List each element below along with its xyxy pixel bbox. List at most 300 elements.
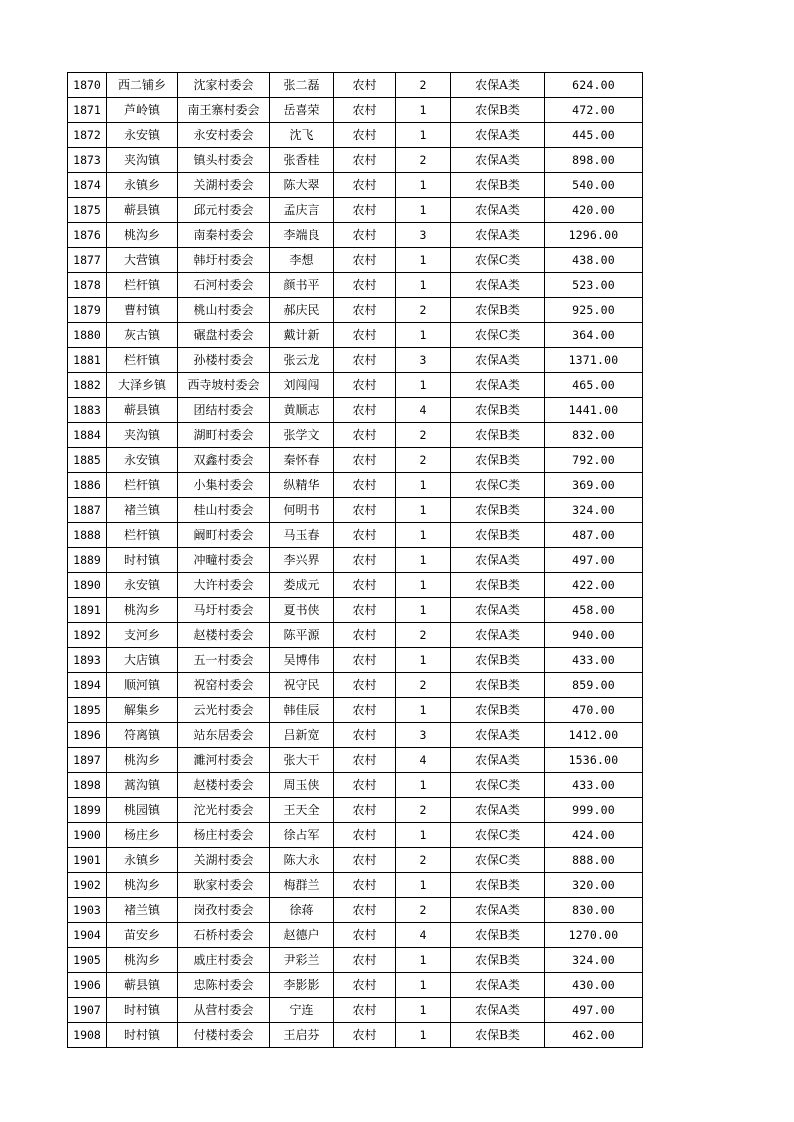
township-cell: 支河乡 bbox=[107, 623, 178, 648]
row-number-cell: 1891 bbox=[68, 598, 107, 623]
insurance-category-cell: 农保B类 bbox=[451, 398, 545, 423]
person-name-cell: 岳喜荣 bbox=[270, 98, 334, 123]
household-size-cell: 1 bbox=[396, 973, 451, 998]
township-cell: 栏杆镇 bbox=[107, 273, 178, 298]
household-type-cell: 农村 bbox=[334, 573, 396, 598]
village-committee-cell: 岗孜村委会 bbox=[178, 898, 270, 923]
household-type-cell: 农村 bbox=[334, 723, 396, 748]
insurance-category-cell: 农保A类 bbox=[451, 973, 545, 998]
table-row bbox=[68, 1023, 643, 1048]
insurance-category-cell: 农保C类 bbox=[451, 473, 545, 498]
township-cell: 蕲县镇 bbox=[107, 973, 178, 998]
household-type-cell: 农村 bbox=[334, 998, 396, 1023]
person-name-cell: 马玉春 bbox=[270, 523, 334, 548]
person-name-cell: 赵德户 bbox=[270, 923, 334, 948]
row-number-cell: 1901 bbox=[68, 848, 107, 873]
household-type-cell: 农村 bbox=[334, 223, 396, 248]
person-name-cell: 陈平源 bbox=[270, 623, 334, 648]
household-size-cell: 1 bbox=[396, 573, 451, 598]
village-committee-cell: 忠陈村委会 bbox=[178, 973, 270, 998]
township-cell: 褚兰镇 bbox=[107, 498, 178, 523]
household-type-cell: 农村 bbox=[334, 848, 396, 873]
township-cell: 时村镇 bbox=[107, 998, 178, 1023]
village-committee-cell: 沱光村委会 bbox=[178, 798, 270, 823]
household-type-cell: 农村 bbox=[334, 248, 396, 273]
village-committee-cell: 湖町村委会 bbox=[178, 423, 270, 448]
insurance-category-cell: 农保B类 bbox=[451, 98, 545, 123]
township-cell: 桃沟乡 bbox=[107, 948, 178, 973]
household-type-cell: 农村 bbox=[334, 898, 396, 923]
insurance-category-cell: 农保B类 bbox=[451, 173, 545, 198]
household-size-cell: 1 bbox=[396, 473, 451, 498]
insurance-category-cell: 农保B类 bbox=[451, 448, 545, 473]
person-name-cell: 刘闯闯 bbox=[270, 373, 334, 398]
amount-cell: 472.00 bbox=[545, 98, 643, 123]
village-committee-cell: 大许村委会 bbox=[178, 573, 270, 598]
village-committee-cell: 碾盘村委会 bbox=[178, 323, 270, 348]
table-row bbox=[68, 823, 643, 848]
household-size-cell: 2 bbox=[396, 448, 451, 473]
household-size-cell: 4 bbox=[396, 748, 451, 773]
row-number-cell: 1873 bbox=[68, 148, 107, 173]
village-committee-cell: 马圩村委会 bbox=[178, 598, 270, 623]
insurance-category-cell: 农保A类 bbox=[451, 598, 545, 623]
household-type-cell: 农村 bbox=[334, 798, 396, 823]
household-type-cell: 农村 bbox=[334, 1023, 396, 1048]
row-number-cell: 1872 bbox=[68, 123, 107, 148]
township-cell: 桃沟乡 bbox=[107, 873, 178, 898]
person-name-cell: 宁连 bbox=[270, 998, 334, 1023]
table-row bbox=[68, 298, 643, 323]
table-row bbox=[68, 573, 643, 598]
person-name-cell: 祝守民 bbox=[270, 673, 334, 698]
household-type-cell: 农村 bbox=[334, 948, 396, 973]
village-committee-cell: 冲疃村委会 bbox=[178, 548, 270, 573]
household-type-cell: 农村 bbox=[334, 423, 396, 448]
village-committee-cell: 赵楼村委会 bbox=[178, 623, 270, 648]
amount-cell: 465.00 bbox=[545, 373, 643, 398]
table-row bbox=[68, 123, 643, 148]
household-type-cell: 农村 bbox=[334, 173, 396, 198]
person-name-cell: 夏书侠 bbox=[270, 598, 334, 623]
row-number-cell: 1887 bbox=[68, 498, 107, 523]
household-size-cell: 1 bbox=[396, 998, 451, 1023]
table-row bbox=[68, 523, 643, 548]
table-row bbox=[68, 998, 643, 1023]
row-number-cell: 1883 bbox=[68, 398, 107, 423]
table-row bbox=[68, 198, 643, 223]
row-number-cell: 1906 bbox=[68, 973, 107, 998]
household-size-cell: 2 bbox=[396, 848, 451, 873]
township-cell: 大店镇 bbox=[107, 648, 178, 673]
table-row bbox=[68, 848, 643, 873]
row-number-cell: 1904 bbox=[68, 923, 107, 948]
household-size-cell: 1 bbox=[396, 323, 451, 348]
township-cell: 大营镇 bbox=[107, 248, 178, 273]
amount-cell: 1371.00 bbox=[545, 348, 643, 373]
household-type-cell: 农村 bbox=[334, 673, 396, 698]
row-number-cell: 1905 bbox=[68, 948, 107, 973]
amount-cell: 792.00 bbox=[545, 448, 643, 473]
village-committee-cell: 关湖村委会 bbox=[178, 173, 270, 198]
table-row bbox=[68, 723, 643, 748]
township-cell: 永安镇 bbox=[107, 448, 178, 473]
amount-cell: 324.00 bbox=[545, 498, 643, 523]
amount-cell: 940.00 bbox=[545, 623, 643, 648]
amount-cell: 999.00 bbox=[545, 798, 643, 823]
amount-cell: 445.00 bbox=[545, 123, 643, 148]
village-committee-cell: 耿家村委会 bbox=[178, 873, 270, 898]
row-number-cell: 1876 bbox=[68, 223, 107, 248]
household-type-cell: 农村 bbox=[334, 973, 396, 998]
village-committee-cell: 站东居委会 bbox=[178, 723, 270, 748]
person-name-cell: 李兴界 bbox=[270, 548, 334, 573]
row-number-cell: 1908 bbox=[68, 1023, 107, 1048]
row-number-cell: 1884 bbox=[68, 423, 107, 448]
household-size-cell: 1 bbox=[396, 173, 451, 198]
row-number-cell: 1898 bbox=[68, 773, 107, 798]
table-row bbox=[68, 323, 643, 348]
township-cell: 桃沟乡 bbox=[107, 223, 178, 248]
household-size-cell: 2 bbox=[396, 423, 451, 448]
amount-cell: 497.00 bbox=[545, 998, 643, 1023]
table-row bbox=[68, 623, 643, 648]
household-type-cell: 农村 bbox=[334, 323, 396, 348]
amount-cell: 438.00 bbox=[545, 248, 643, 273]
village-committee-cell: 小集村委会 bbox=[178, 473, 270, 498]
row-number-cell: 1885 bbox=[68, 448, 107, 473]
table-row bbox=[68, 398, 643, 423]
amount-cell: 430.00 bbox=[545, 973, 643, 998]
township-cell: 时村镇 bbox=[107, 548, 178, 573]
amount-cell: 888.00 bbox=[545, 848, 643, 873]
household-size-cell: 1 bbox=[396, 523, 451, 548]
table-row bbox=[68, 248, 643, 273]
row-number-cell: 1871 bbox=[68, 98, 107, 123]
row-number-cell: 1902 bbox=[68, 873, 107, 898]
amount-cell: 1296.00 bbox=[545, 223, 643, 248]
household-type-cell: 农村 bbox=[334, 123, 396, 148]
person-name-cell: 秦怀春 bbox=[270, 448, 334, 473]
township-cell: 大泽乡镇 bbox=[107, 373, 178, 398]
township-cell: 灰古镇 bbox=[107, 323, 178, 348]
row-number-cell: 1880 bbox=[68, 323, 107, 348]
household-size-cell: 1 bbox=[396, 773, 451, 798]
household-size-cell: 1 bbox=[396, 648, 451, 673]
household-size-cell: 1 bbox=[396, 273, 451, 298]
household-type-cell: 农村 bbox=[334, 698, 396, 723]
village-committee-cell: 阚町村委会 bbox=[178, 523, 270, 548]
person-name-cell: 沈飞 bbox=[270, 123, 334, 148]
row-number-cell: 1890 bbox=[68, 573, 107, 598]
village-committee-cell: 云光村委会 bbox=[178, 698, 270, 723]
insurance-category-cell: 农保A类 bbox=[451, 148, 545, 173]
insurance-category-cell: 农保B类 bbox=[451, 673, 545, 698]
township-cell: 栏杆镇 bbox=[107, 523, 178, 548]
person-name-cell: 黄顺志 bbox=[270, 398, 334, 423]
person-name-cell: 陈大翠 bbox=[270, 173, 334, 198]
row-number-cell: 1888 bbox=[68, 523, 107, 548]
township-cell: 苗安乡 bbox=[107, 923, 178, 948]
insurance-category-cell: 农保B类 bbox=[451, 948, 545, 973]
amount-cell: 540.00 bbox=[545, 173, 643, 198]
township-cell: 杨庄乡 bbox=[107, 823, 178, 848]
amount-cell: 624.00 bbox=[545, 73, 643, 98]
amount-cell: 324.00 bbox=[545, 948, 643, 973]
household-size-cell: 1 bbox=[396, 498, 451, 523]
village-committee-cell: 石河村委会 bbox=[178, 273, 270, 298]
household-size-cell: 3 bbox=[396, 223, 451, 248]
amount-cell: 369.00 bbox=[545, 473, 643, 498]
table-row bbox=[68, 498, 643, 523]
amount-cell: 1270.00 bbox=[545, 923, 643, 948]
insurance-category-cell: 农保A类 bbox=[451, 623, 545, 648]
village-committee-cell: 祝窑村委会 bbox=[178, 673, 270, 698]
table-row bbox=[68, 223, 643, 248]
township-cell: 夹沟镇 bbox=[107, 423, 178, 448]
insurance-category-cell: 农保C类 bbox=[451, 823, 545, 848]
amount-cell: 433.00 bbox=[545, 648, 643, 673]
household-type-cell: 农村 bbox=[334, 873, 396, 898]
household-size-cell: 1 bbox=[396, 948, 451, 973]
insurance-category-cell: 农保A类 bbox=[451, 123, 545, 148]
insurance-category-cell: 农保A类 bbox=[451, 723, 545, 748]
township-cell: 桃沟乡 bbox=[107, 598, 178, 623]
village-committee-cell: 南王寨村委会 bbox=[178, 98, 270, 123]
household-size-cell: 1 bbox=[396, 1023, 451, 1048]
village-committee-cell: 桂山村委会 bbox=[178, 498, 270, 523]
household-type-cell: 农村 bbox=[334, 598, 396, 623]
township-cell: 栏杆镇 bbox=[107, 348, 178, 373]
township-cell: 西二铺乡 bbox=[107, 73, 178, 98]
row-number-cell: 1897 bbox=[68, 748, 107, 773]
household-size-cell: 2 bbox=[396, 673, 451, 698]
household-type-cell: 农村 bbox=[334, 823, 396, 848]
table-row bbox=[68, 73, 643, 98]
insurance-category-cell: 农保C类 bbox=[451, 848, 545, 873]
person-name-cell: 张学文 bbox=[270, 423, 334, 448]
amount-cell: 497.00 bbox=[545, 548, 643, 573]
insurance-category-cell: 农保B类 bbox=[451, 573, 545, 598]
row-number-cell: 1907 bbox=[68, 998, 107, 1023]
household-type-cell: 农村 bbox=[334, 198, 396, 223]
amount-cell: 1412.00 bbox=[545, 723, 643, 748]
township-cell: 永镇乡 bbox=[107, 848, 178, 873]
person-name-cell: 戴计新 bbox=[270, 323, 334, 348]
village-committee-cell: 西寺坡村委会 bbox=[178, 373, 270, 398]
household-type-cell: 农村 bbox=[334, 498, 396, 523]
person-name-cell: 韩佳辰 bbox=[270, 698, 334, 723]
amount-cell: 830.00 bbox=[545, 898, 643, 923]
household-type-cell: 农村 bbox=[334, 923, 396, 948]
amount-cell: 458.00 bbox=[545, 598, 643, 623]
table-row bbox=[68, 348, 643, 373]
table-row bbox=[68, 273, 643, 298]
table-row bbox=[68, 448, 643, 473]
insurance-category-cell: 农保A类 bbox=[451, 898, 545, 923]
household-size-cell: 1 bbox=[396, 823, 451, 848]
household-size-cell: 1 bbox=[396, 873, 451, 898]
table-row bbox=[68, 798, 643, 823]
household-type-cell: 农村 bbox=[334, 623, 396, 648]
township-cell: 蕲县镇 bbox=[107, 198, 178, 223]
household-type-cell: 农村 bbox=[334, 273, 396, 298]
table-row bbox=[68, 648, 643, 673]
amount-cell: 462.00 bbox=[545, 1023, 643, 1048]
table-row bbox=[68, 373, 643, 398]
amount-cell: 1441.00 bbox=[545, 398, 643, 423]
insurance-category-cell: 农保A类 bbox=[451, 373, 545, 398]
table-row bbox=[68, 898, 643, 923]
insurance-category-cell: 农保A类 bbox=[451, 348, 545, 373]
amount-cell: 320.00 bbox=[545, 873, 643, 898]
person-name-cell: 李想 bbox=[270, 248, 334, 273]
person-name-cell: 张二磊 bbox=[270, 73, 334, 98]
household-type-cell: 农村 bbox=[334, 773, 396, 798]
table-row bbox=[68, 923, 643, 948]
household-type-cell: 农村 bbox=[334, 148, 396, 173]
row-number-cell: 1881 bbox=[68, 348, 107, 373]
row-number-cell: 1893 bbox=[68, 648, 107, 673]
village-committee-cell: 五一村委会 bbox=[178, 648, 270, 673]
person-name-cell: 吕新宽 bbox=[270, 723, 334, 748]
household-type-cell: 农村 bbox=[334, 98, 396, 123]
township-cell: 桃沟乡 bbox=[107, 748, 178, 773]
village-committee-cell: 韩圩村委会 bbox=[178, 248, 270, 273]
person-name-cell: 何明书 bbox=[270, 498, 334, 523]
person-name-cell: 张云龙 bbox=[270, 348, 334, 373]
amount-cell: 925.00 bbox=[545, 298, 643, 323]
table-row bbox=[68, 698, 643, 723]
household-size-cell: 1 bbox=[396, 198, 451, 223]
village-committee-cell: 邱元村委会 bbox=[178, 198, 270, 223]
household-size-cell: 2 bbox=[396, 298, 451, 323]
row-number-cell: 1879 bbox=[68, 298, 107, 323]
household-size-cell: 2 bbox=[396, 73, 451, 98]
amount-cell: 433.00 bbox=[545, 773, 643, 798]
row-number-cell: 1899 bbox=[68, 798, 107, 823]
person-name-cell: 李端良 bbox=[270, 223, 334, 248]
person-name-cell: 郝庆民 bbox=[270, 298, 334, 323]
table-row bbox=[68, 148, 643, 173]
household-type-cell: 农村 bbox=[334, 348, 396, 373]
amount-cell: 364.00 bbox=[545, 323, 643, 348]
amount-cell: 898.00 bbox=[545, 148, 643, 173]
household-size-cell: 3 bbox=[396, 348, 451, 373]
village-committee-cell: 赵楼村委会 bbox=[178, 773, 270, 798]
township-cell: 栏杆镇 bbox=[107, 473, 178, 498]
amount-cell: 832.00 bbox=[545, 423, 643, 448]
row-number-cell: 1886 bbox=[68, 473, 107, 498]
household-type-cell: 农村 bbox=[334, 373, 396, 398]
township-cell: 蕲县镇 bbox=[107, 398, 178, 423]
insurance-category-cell: 农保A类 bbox=[451, 73, 545, 98]
table-row bbox=[68, 598, 643, 623]
insurance-category-cell: 农保C类 bbox=[451, 248, 545, 273]
row-number-cell: 1882 bbox=[68, 373, 107, 398]
household-size-cell: 2 bbox=[396, 148, 451, 173]
insurance-category-cell: 农保B类 bbox=[451, 1023, 545, 1048]
table-row bbox=[68, 673, 643, 698]
row-number-cell: 1903 bbox=[68, 898, 107, 923]
insurance-category-cell: 农保B类 bbox=[451, 498, 545, 523]
insurance-category-cell: 农保A类 bbox=[451, 198, 545, 223]
insurance-category-cell: 农保A类 bbox=[451, 223, 545, 248]
household-type-cell: 农村 bbox=[334, 648, 396, 673]
person-name-cell: 颜书平 bbox=[270, 273, 334, 298]
person-name-cell: 李影影 bbox=[270, 973, 334, 998]
insurance-category-cell: 农保A类 bbox=[451, 748, 545, 773]
row-number-cell: 1900 bbox=[68, 823, 107, 848]
township-cell: 夹沟镇 bbox=[107, 148, 178, 173]
township-cell: 曹村镇 bbox=[107, 298, 178, 323]
row-number-cell: 1895 bbox=[68, 698, 107, 723]
person-name-cell: 王天全 bbox=[270, 798, 334, 823]
village-committee-cell: 濉河村委会 bbox=[178, 748, 270, 773]
township-cell: 芦岭镇 bbox=[107, 98, 178, 123]
amount-cell: 422.00 bbox=[545, 573, 643, 598]
village-committee-cell: 永安村委会 bbox=[178, 123, 270, 148]
amount-cell: 523.00 bbox=[545, 273, 643, 298]
insurance-category-cell: 农保C类 bbox=[451, 773, 545, 798]
village-committee-cell: 沈家村委会 bbox=[178, 73, 270, 98]
table-row bbox=[68, 748, 643, 773]
village-committee-cell: 镇头村委会 bbox=[178, 148, 270, 173]
insurance-category-cell: 农保A类 bbox=[451, 998, 545, 1023]
village-committee-cell: 团结村委会 bbox=[178, 398, 270, 423]
household-size-cell: 1 bbox=[396, 373, 451, 398]
table-row bbox=[68, 423, 643, 448]
household-size-cell: 1 bbox=[396, 98, 451, 123]
township-cell: 永安镇 bbox=[107, 573, 178, 598]
insurance-category-cell: 农保A类 bbox=[451, 548, 545, 573]
household-type-cell: 农村 bbox=[334, 398, 396, 423]
row-number-cell: 1894 bbox=[68, 673, 107, 698]
row-number-cell: 1889 bbox=[68, 548, 107, 573]
insurance-category-cell: 农保C类 bbox=[451, 323, 545, 348]
row-number-cell: 1870 bbox=[68, 73, 107, 98]
insurance-category-cell: 农保B类 bbox=[451, 698, 545, 723]
household-size-cell: 2 bbox=[396, 798, 451, 823]
table-row bbox=[68, 973, 643, 998]
village-committee-cell: 南秦村委会 bbox=[178, 223, 270, 248]
household-size-cell: 1 bbox=[396, 248, 451, 273]
table-row bbox=[68, 873, 643, 898]
amount-cell: 487.00 bbox=[545, 523, 643, 548]
person-name-cell: 孟庆言 bbox=[270, 198, 334, 223]
insurance-category-cell: 农保B类 bbox=[451, 923, 545, 948]
amount-cell: 1536.00 bbox=[545, 748, 643, 773]
household-size-cell: 1 bbox=[396, 598, 451, 623]
household-type-cell: 农村 bbox=[334, 523, 396, 548]
amount-cell: 424.00 bbox=[545, 823, 643, 848]
village-committee-cell: 关湖村委会 bbox=[178, 848, 270, 873]
household-type-cell: 农村 bbox=[334, 448, 396, 473]
household-type-cell: 农村 bbox=[334, 473, 396, 498]
insurance-category-cell: 农保B类 bbox=[451, 298, 545, 323]
insurance-category-cell: 农保B类 bbox=[451, 648, 545, 673]
table-row bbox=[68, 98, 643, 123]
township-cell: 永安镇 bbox=[107, 123, 178, 148]
household-size-cell: 2 bbox=[396, 898, 451, 923]
amount-cell: 859.00 bbox=[545, 673, 643, 698]
household-type-cell: 农村 bbox=[334, 748, 396, 773]
person-name-cell: 尹彩兰 bbox=[270, 948, 334, 973]
household-type-cell: 农村 bbox=[334, 548, 396, 573]
person-name-cell: 徐蒋 bbox=[270, 898, 334, 923]
row-number-cell: 1896 bbox=[68, 723, 107, 748]
village-committee-cell: 双鑫村委会 bbox=[178, 448, 270, 473]
